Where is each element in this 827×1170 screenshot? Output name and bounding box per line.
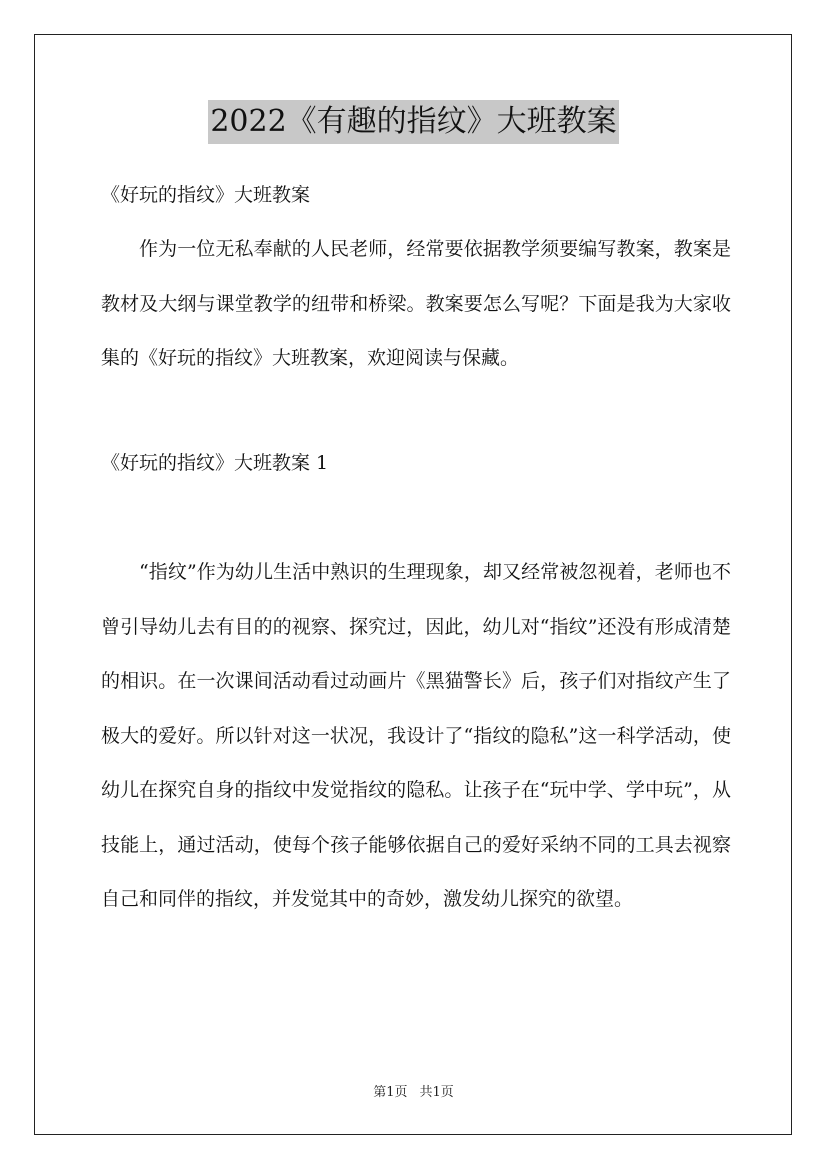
document-subtitle: 《好玩的指纹》大班教案 bbox=[101, 184, 311, 206]
page-footer bbox=[0, 1084, 827, 1102]
page-number-current: 第1页 bbox=[373, 1085, 408, 1100]
section-heading: 《好玩的指纹》大班教案 1 bbox=[101, 452, 329, 474]
title-container bbox=[0, 100, 827, 144]
page-number-total: 共1页 bbox=[419, 1085, 454, 1100]
document-title: 2022《有趣的指纹》大班教案 bbox=[208, 100, 618, 144]
section-paragraph: “指纹”作为幼儿生活中熟识的生理现象，却又经常被忽视着，老师也不曾引导幼儿去有目的的视察、探究过，因此，幼儿对“指纹”还没有形成清楚的相识。在一次课间活动看过动画片《黑猫警长》后，孩子们对指纹产生了极大的爱好。所以针对这一状况，我设计了“指纹的隐私”这一科学活动，使幼儿在探究自身的指纹中发觉指纹的隐私。让孩子在“玩中学、学中玩”，从技能上，通过活动，使每个孩子能够依据自己的爱好采纳不同的工具去视察自己和同伴的指纹，并发觉其中的奇妙，激发幼儿探究的欲望。 bbox=[101, 561, 731, 910]
intro-paragraph: 作为一位无私奉献的人民老师，经常要依据教学须要编写教案，教案是教材及大纲与课堂教学的纽带和桥梁。教案要怎么写呢？下面是我为大家收集的《好玩的指纹》大班教案，欢迎阅读与保藏。 bbox=[101, 238, 731, 369]
